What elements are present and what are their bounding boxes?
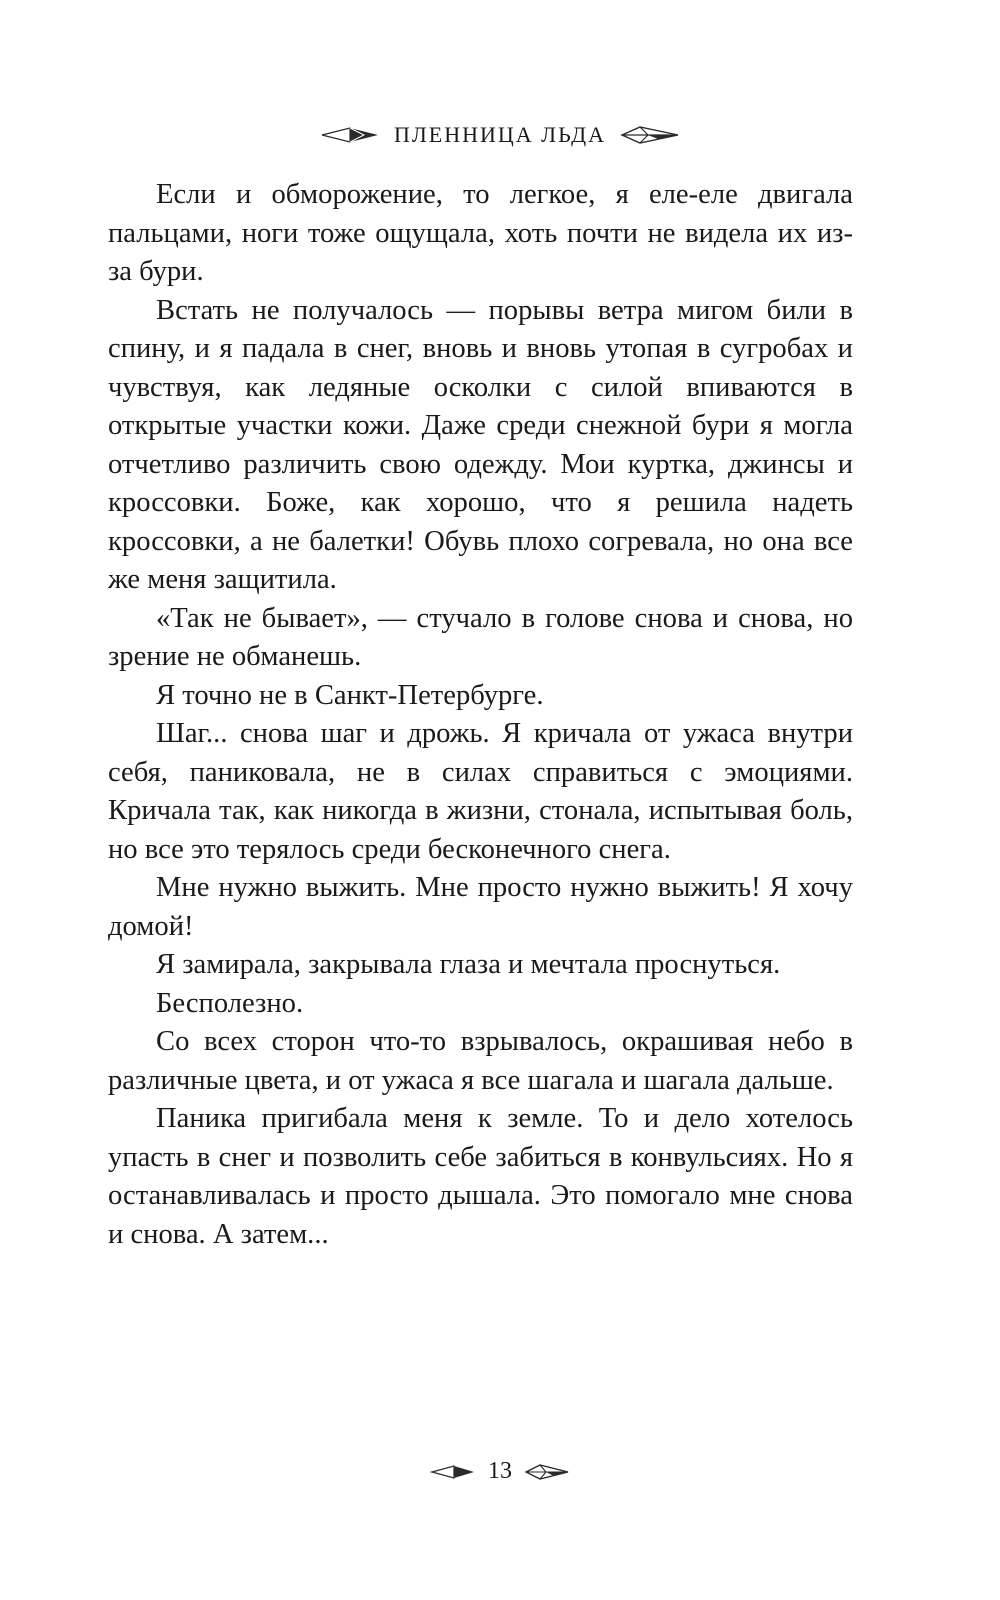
running-header <box>0 122 1000 148</box>
paragraph: Мне нужно выжить. Мне просто нужно выжить! Я хочу домой! <box>108 872 853 942</box>
book-title: ПЛЕННИЦА ЛЬДА <box>393 122 607 147</box>
right-crystal-ornament-icon <box>620 124 680 146</box>
paragraph: Шаг... снова шаг и дрожь. Я кричала от ужаса внутри себя, паниковала, не в силах справиться с эмоциями. Кричала так, как никогда в жизни, стонала, испытывая боль, но все это терялось среди бесконечного снега. <box>108 718 853 865</box>
paragraph: Паника пригибала меня к земле. То и дело хотелось упасть в снег и позволить себе забиться в конвульсиях. Но я останавливалась и просто дышала. Это помогало мне снова и снова. А затем... <box>108 1103 853 1250</box>
paragraph: Со всех сторон что-то взрывалось, окрашивая небо в различные цвета, и от ужаса я все шагала и шагала дальше. <box>108 1026 853 1096</box>
paragraph: «Так не бывает», — стучало в голове снова и снова, но зрение не обманешь. <box>108 602 853 672</box>
left-crystal-ornament-icon <box>430 1463 476 1481</box>
page-footer <box>0 1458 1000 1485</box>
paragraph: Бесполезно. <box>156 987 304 1019</box>
paragraph: Я замирала, закрывала глаза и мечтала проснуться. <box>156 949 781 980</box>
body-text <box>108 176 853 1254</box>
paragraph: Если и обморожение, то легкое, я еле-еле двигала пальцами, ноги тоже ощущала, хоть почти не видела их из-за бури. <box>108 179 853 287</box>
page-number: 13 <box>488 1458 512 1484</box>
paragraph: Я точно не в Санкт-Петербурге. <box>156 679 544 711</box>
paragraph: Встать не получалось — порывы ветра мигом били в спину, и я падала в снег, вновь и вновь утопая в сугробах и чувствуя, как ледяные осколки с силой впиваются в открытые участки кожи. Даже среди снежной бури я могла отчетливо различить свою одежду. Мои куртка, джинсы и кроссовки. Боже, как хорошо, что я решила надеть кроссовки, а не балетки! Обувь плохо согревала, но она все же меня защитила. <box>108 294 853 595</box>
right-crystal-ornament-icon <box>524 1463 570 1481</box>
left-crystal-ornament-icon <box>320 124 380 146</box>
